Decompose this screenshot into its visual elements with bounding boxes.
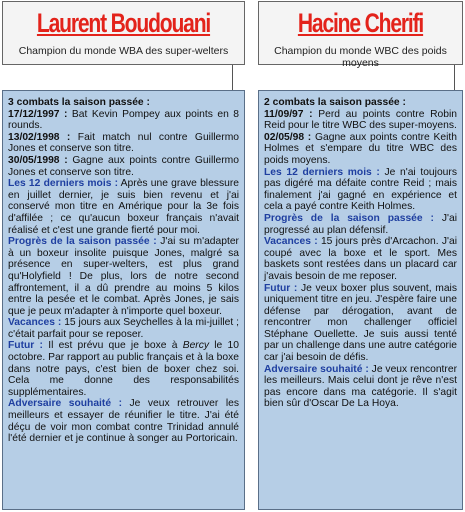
boxer-title: Champion du monde WBC des poids moyens [274, 45, 447, 69]
section-text: Je n'ai toujours pas digéré ma défaite contre Reid ; mais finalement j'ai gagné en expérience et cela a payé contre Keith Holmes. [264, 166, 457, 213]
combats-title: 2 combats la saison passée : [264, 97, 406, 108]
section-heading: Progrès de la saison passée : [8, 236, 157, 248]
combat-date: 02/05/98 : [264, 131, 312, 143]
combat-text: Fait match nul contre Guillermo Jones et conserve son titre. [8, 131, 239, 155]
section-text: J'ai su m'adapter à un boxeur insolite puisque Jones, malgré sa présence en super-welters, est plus grand qu'Holyfield ! De plus, lors de notre second affrontement, il a dû prendre au moins 5 kilos entre la pesée et le combat. Après Jones, je sais que je peux m'adapter à n'importe quel boxeur. [8, 236, 239, 317]
boxer-name: Laurent Boudouani [36, 8, 211, 38]
section-heading: Futur : [8, 340, 43, 352]
section-text: Après une grave blessure en juillet dernier, je suis bien revenu et j'ai conservé mon titre en Amérique pour la 3e fois d'affilée ; ce qu'aucun boxeur français n'avait réalisé et c'est une grande fierté pour moi. [8, 178, 239, 236]
section-last-12-months [264, 167, 457, 213]
boxer-header [2, 1, 245, 65]
section-text: Il est prévu que je boxe à [48, 340, 178, 352]
section-text: 15 jours près d'Arcachon. J'ai coupé avec la boxe et le sport. Mes baskets sont restées dans un placard car j'avais besoin de me reposer. [264, 236, 457, 282]
section-text: Je veux retrouver les meilleurs et essayer de réunifier le titre. J'ai été déçu de voir mon combat contre Trinidad annulé l'été dernier et je continue à songer au Portoricain. [8, 398, 239, 445]
combat-entry [8, 155, 239, 178]
interview-panel [258, 90, 463, 510]
venue-name: Bercy [182, 340, 210, 352]
section-text: le 10 octobre. Par rapport au public français et à la boxe dans notre pays, c'est bien de boxer chez soi. Cela me donne des responsabilités supplémentaires. [8, 340, 239, 398]
combat-text: Perd au points contre Robin Reid pour le titre WBC des super-moyens. [264, 108, 457, 132]
section-heading: Adversaire souhaité : [8, 398, 122, 410]
section-adversaire [264, 364, 457, 410]
combat-text: Bat Kevin Pompey aux points en 8 rounds. [8, 108, 239, 132]
combat-date: 13/02/1998 : [8, 131, 71, 143]
combat-entry [264, 109, 457, 132]
section-text: 15 jours aux Seychelles à la mi-juillet ; c'était parfait pour se reposer. [8, 317, 239, 340]
section-heading: Adversaire souhaité : [264, 363, 369, 375]
section-progress [264, 213, 457, 236]
interview-panel [2, 90, 245, 510]
section-heading: Vacances : [8, 317, 62, 329]
boxer-name: Hacine Cherifi [297, 8, 424, 38]
section-vacances [8, 317, 239, 340]
connector-line [454, 65, 455, 90]
section-last-12-months [8, 178, 239, 236]
section-text: Je veux rencontrer les meilleurs. Mais celui dont je rêve n'est pas encore dans ma catégorie. Il s'agit bien sûr d'Oscar De La Hoya. [264, 363, 457, 410]
combat-text: Gagne aux points contre Guillermo Jones et conserve son titre. [8, 154, 239, 178]
combat-entry [8, 109, 239, 132]
combat-entry [8, 132, 239, 155]
combat-date: 11/09/97 : [264, 108, 313, 120]
section-text: J'ai progressé au plan défensif. [264, 212, 457, 236]
section-heading: Progrès de la saison passée : [264, 212, 434, 224]
combats-title: 3 combats la saison passée : [8, 97, 150, 108]
section-progress [8, 236, 239, 317]
section-vacances [264, 236, 457, 282]
boxer-header [258, 1, 463, 69]
connector-line [232, 65, 233, 90]
section-heading: Les 12 derniers mois : [8, 178, 119, 190]
combat-entry [264, 132, 457, 167]
combat-date: 30/05/1998 : [8, 154, 68, 166]
combat-text: Gagne aux points contre Keith Holmes et s'empare du titre WBC des poids moyens. [264, 131, 457, 166]
section-adversaire [8, 398, 239, 444]
boxer-title: Champion du monde WBA des super-welters [18, 45, 229, 57]
section-heading: Futur : [264, 282, 298, 294]
section-futur [8, 340, 239, 398]
section-heading: Vacances : [264, 236, 318, 248]
section-futur [264, 283, 457, 364]
section-heading: Les 12 derniers mois : [264, 166, 380, 178]
section-text: Je veux boxer plus souvent, mais uniquement titre en jeu. J'espère faire une défense par dérogation, avant de rencontrer mon challenger officiel Stéphane Ouellette. Je suis aussi tenté par un challenge dans une autre catégorie car j'ai besoin de défis. [264, 282, 457, 364]
combat-date: 17/12/1997 : [8, 108, 68, 120]
